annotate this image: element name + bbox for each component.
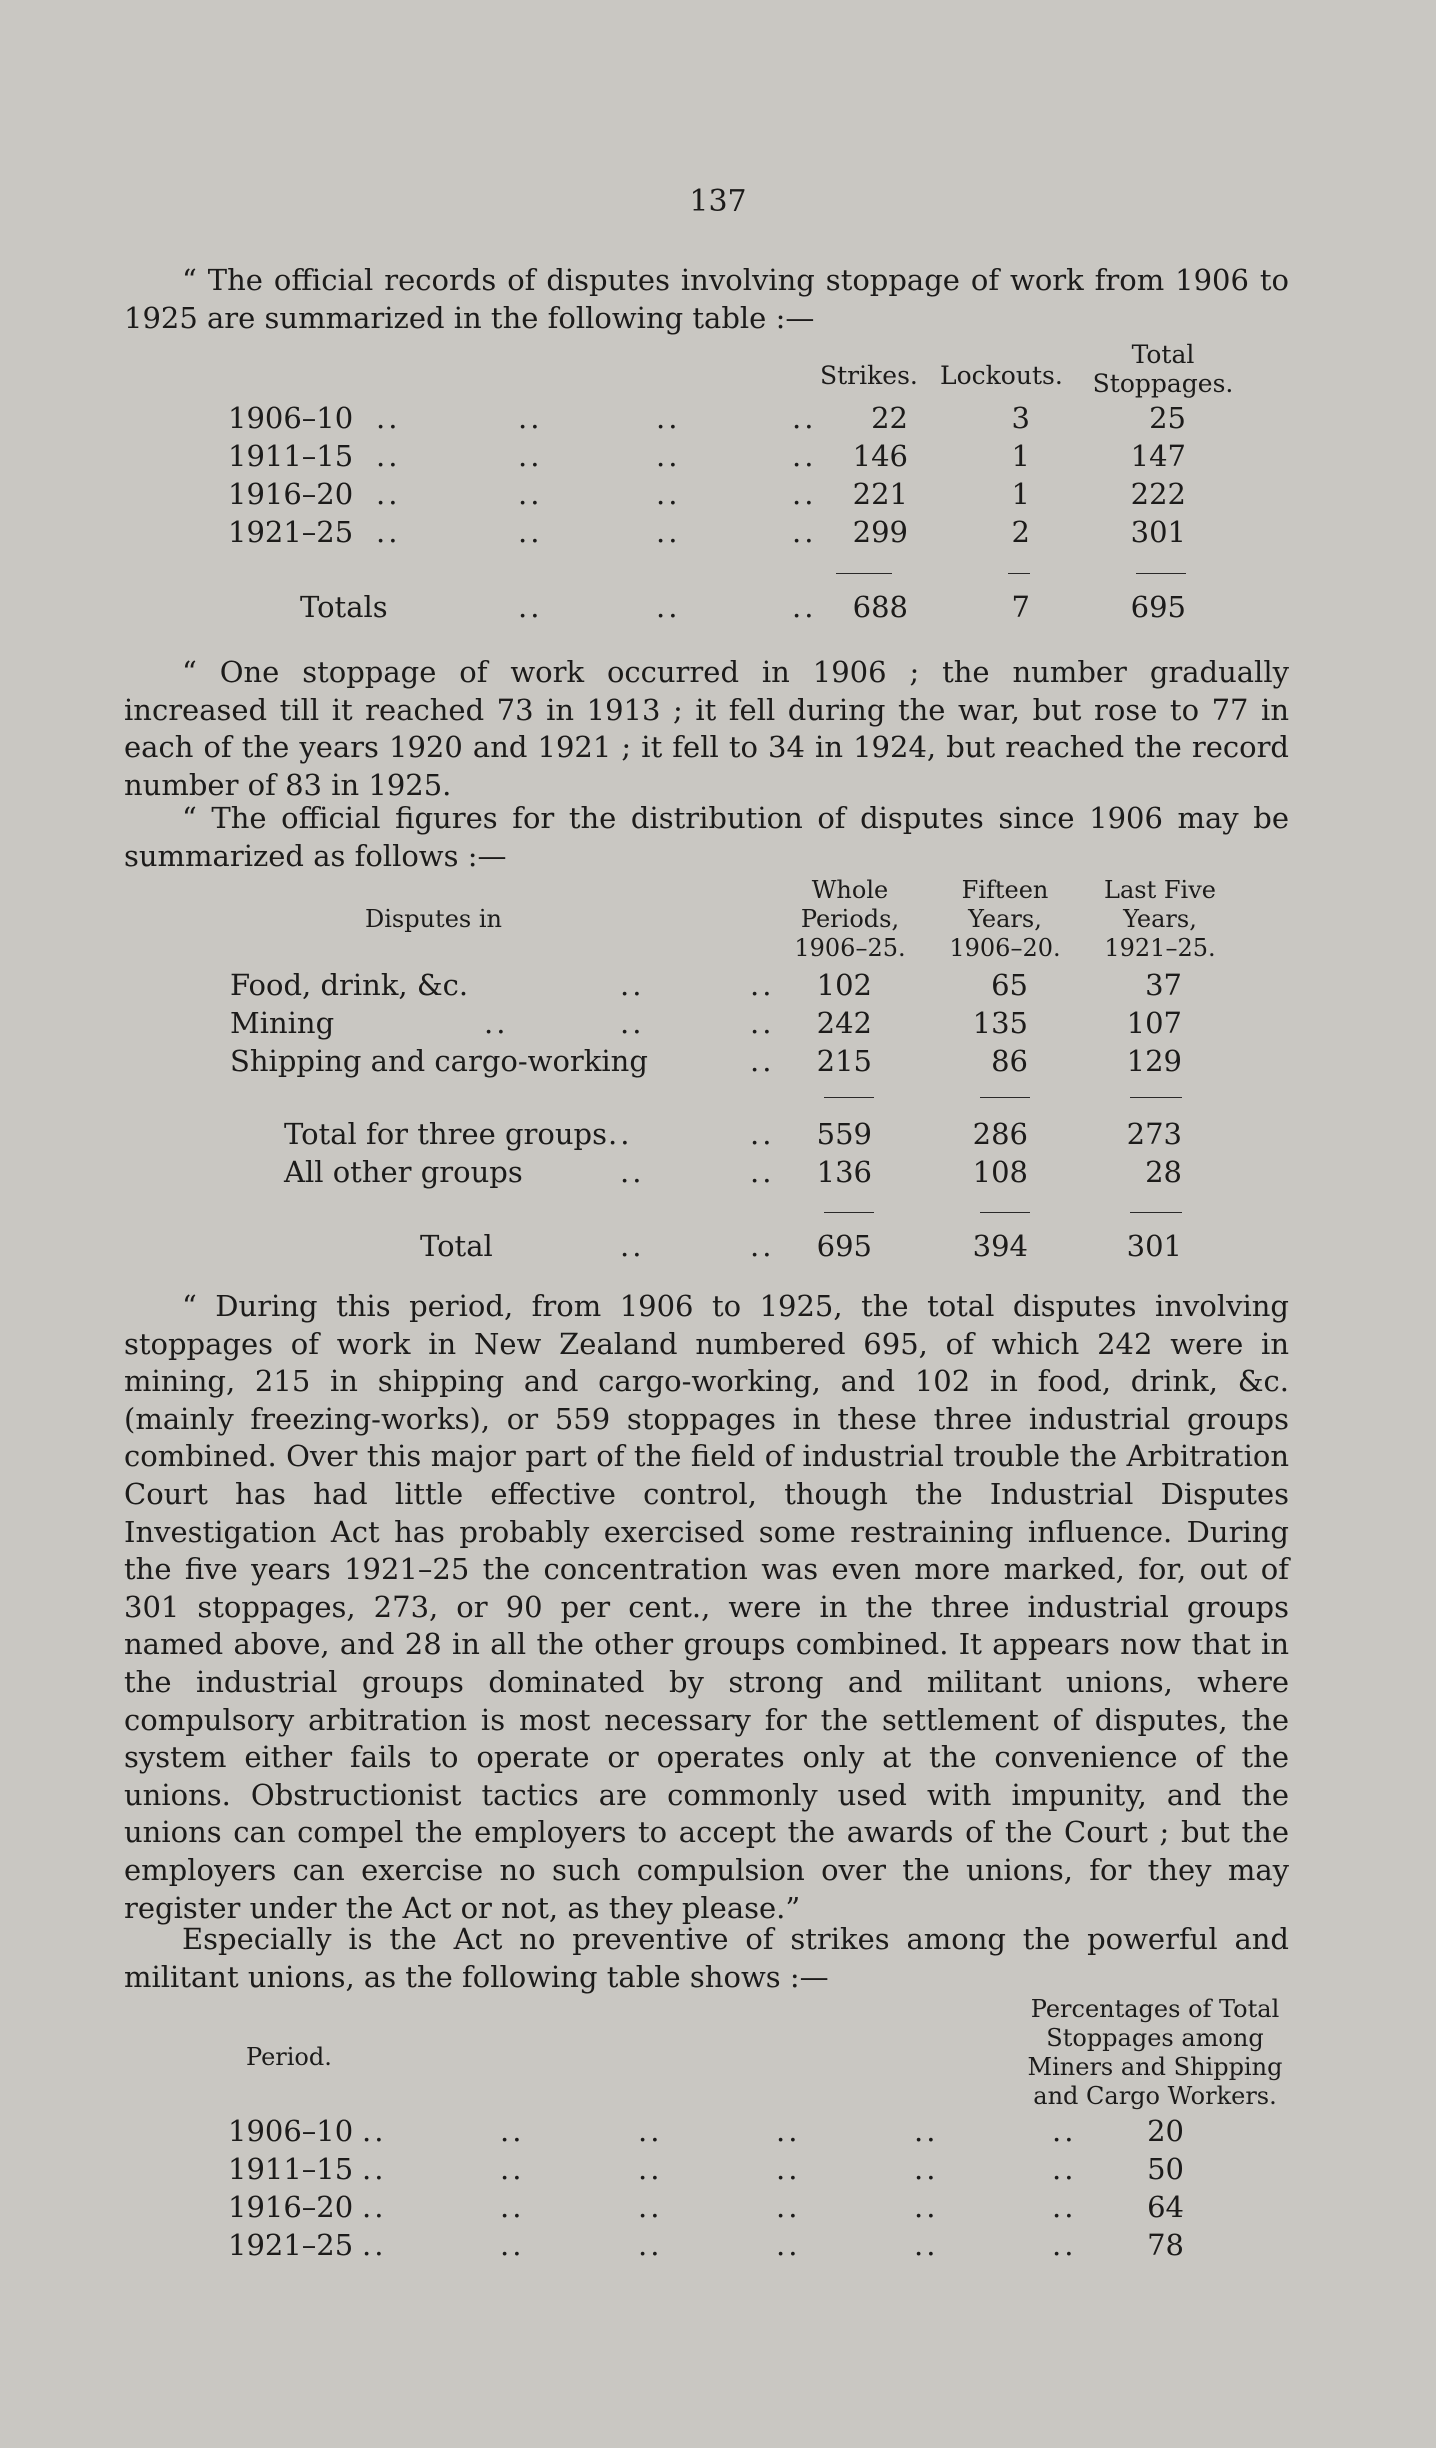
table-row — [0, 2114, 1436, 2154]
leader-dots: .. — [656, 515, 681, 549]
leader-dots: .. — [376, 439, 401, 473]
leader-dots: .. — [362, 2190, 387, 2224]
last-five-years-value: 107 — [1126, 1006, 1182, 1040]
whole-period-value: 242 — [816, 1006, 872, 1040]
percentage-value: 20 — [1147, 2114, 1184, 2148]
table-row — [0, 515, 1436, 555]
subtotal-row — [0, 1155, 1436, 1195]
strikes-value: 146 — [852, 439, 908, 473]
lockouts-value: 2 — [1011, 515, 1030, 549]
leader-dots: .. — [656, 477, 681, 511]
period-label: 1916–20 — [228, 477, 354, 511]
table-row — [0, 401, 1436, 441]
leader-dots: .. — [776, 2228, 801, 2262]
leader-dots: .. — [518, 515, 543, 549]
leader-dots: .. — [656, 439, 681, 473]
leader-dots: .. — [376, 515, 401, 549]
whole-period-value: 559 — [816, 1117, 872, 1151]
rule-lockouts — [1008, 573, 1030, 574]
rule-whole-2 — [824, 1212, 874, 1213]
grand-total-row — [0, 1229, 1436, 1269]
leader-dots: .. — [638, 2190, 663, 2224]
strikes-value: 221 — [852, 477, 908, 511]
whole-period-value: 102 — [816, 968, 872, 1002]
header-strikes: Strikes. — [820, 361, 918, 390]
leader-dots: .. — [484, 1006, 509, 1040]
leader-dots: .. — [518, 401, 543, 435]
rule-fifteen-2 — [980, 1212, 1030, 1213]
leader-dots: .. — [376, 401, 401, 435]
totals-label: Totals — [300, 590, 388, 624]
strikes-value: 299 — [852, 515, 908, 549]
totals-row — [0, 590, 1436, 630]
table-row — [0, 1044, 1436, 1084]
total-value: 25 — [1149, 401, 1186, 435]
whole-period-value: 136 — [816, 1155, 872, 1189]
leader-dots: .. — [776, 2152, 801, 2186]
leader-dots: .. — [914, 2152, 939, 2186]
leader-dots: .. — [638, 2152, 663, 2186]
rule-fifteen — [980, 1097, 1030, 1098]
period-label: 1906–10 — [228, 2114, 354, 2148]
table-row — [0, 2152, 1436, 2192]
total-value: 222 — [1130, 477, 1186, 511]
leader-dots: .. — [792, 477, 817, 511]
table-row — [0, 439, 1436, 479]
subtotal-row — [0, 1117, 1436, 1157]
leader-dots: .. — [914, 2190, 939, 2224]
period-label: 1921–25 — [228, 515, 354, 549]
table-row — [0, 2190, 1436, 2230]
percentage-value: 50 — [1147, 2152, 1184, 2186]
leader-dots: .. — [620, 1229, 645, 1263]
leader-dots: .. — [638, 2228, 663, 2262]
fifteen-years-value: 286 — [972, 1117, 1028, 1151]
leader-dots: .. — [914, 2228, 939, 2262]
header-percentages: Percentages of Total Stoppages among Miners and Shipping and Cargo Workers. — [1027, 1995, 1283, 2110]
leader-dots: .. — [500, 2114, 525, 2148]
header-period: Period. — [246, 2043, 332, 2071]
dispute-group-label: Food, drink, &c. — [230, 968, 469, 1002]
leader-dots: .. — [792, 515, 817, 549]
period-label: 1916–20 — [228, 2190, 354, 2224]
paragraph-4: “ During this period, from 1906 to 1925, the total disputes involving stoppages of work in New Zealand numbered 695, of which 242 were in mining, 215 in shipping and cargo-working, and 102 in food, drink, &c. (mainly freezing-works), or 559 stoppages in these three industrial groups combined. Over this major part of the field of industrial trouble the Arbitration Court has had little effective control, though the Industrial Disputes Investigation Act has probably exercised some restraining influence. During the five years 1921–25 the concentration was even more marked, for, out of 301 stoppages, 273, or 90 per cent., were in the three industrial groups named above, and 28 in all the other groups combined. It appears now that in the industrial groups dominated by strong and militant unions, where compulsory arbitration is most necessary for the settlement of disputes, the system either fails to operate or operates only at the convenience of the unions. Obstructionist tactics are commonly used with impunity, and the unions can compel the employers to accept the awards of the Court ; but the employers can exercise no such compulsion over the unions, for they may register under the Act or not, as they please.” — [124, 1289, 1289, 1925]
leader-dots: .. — [638, 2114, 663, 2148]
period-label: 1921–25 — [228, 2228, 354, 2262]
leader-dots: .. — [776, 2190, 801, 2224]
period-label: 1911–15 — [228, 439, 354, 473]
leader-dots: .. — [1052, 2228, 1077, 2262]
last-five-years-value: 273 — [1126, 1117, 1182, 1151]
strikes-value: 22 — [871, 401, 908, 435]
fifteen-years-value: 135 — [972, 1006, 1028, 1040]
percentage-value: 64 — [1147, 2190, 1184, 2224]
percentage-value: 78 — [1147, 2228, 1184, 2262]
leader-dots: .. — [750, 968, 775, 1002]
leader-dots: .. — [518, 477, 543, 511]
leader-dots: .. — [620, 1006, 645, 1040]
fifteen-years-value: 108 — [972, 1155, 1028, 1189]
lockouts-value: 1 — [1011, 439, 1030, 473]
subtotal-label: All other groups — [284, 1155, 523, 1189]
leader-dots: .. — [620, 968, 645, 1002]
leader-dots: .. — [750, 1117, 775, 1151]
leader-dots: .. — [750, 1155, 775, 1189]
leader-dots: .. — [792, 401, 817, 435]
rule-whole — [824, 1097, 874, 1098]
leader-dots: .. — [656, 401, 681, 435]
leader-dots: .. — [518, 590, 543, 624]
table-row — [0, 1006, 1436, 1046]
leader-dots: .. — [376, 477, 401, 511]
header-total-stoppages: Total Stoppages. — [1092, 340, 1234, 398]
leader-dots: .. — [776, 2114, 801, 2148]
leader-dots: .. — [362, 2114, 387, 2148]
rule-strikes — [836, 573, 892, 574]
page-number: 137 — [689, 184, 747, 219]
header-last-five-years: Last Five Years, 1921–25. — [1104, 876, 1216, 962]
last-five-years-value: 37 — [1145, 968, 1182, 1002]
leader-dots: .. — [500, 2190, 525, 2224]
totals-strikes: 688 — [852, 590, 908, 624]
header-disputes-in: Disputes in — [365, 905, 502, 933]
leader-dots: .. — [1052, 2190, 1077, 2224]
table-row — [0, 2228, 1436, 2268]
totals-total: 695 — [1130, 590, 1186, 624]
leader-dots: .. — [362, 2152, 387, 2186]
leader-dots: .. — [1052, 2114, 1077, 2148]
rule-five-2 — [1130, 1212, 1182, 1213]
header-whole-periods: Whole Periods, 1906–25. — [794, 876, 906, 962]
dispute-group-label: Mining — [230, 1006, 335, 1040]
fifteen-years-value: 86 — [991, 1044, 1028, 1078]
grand-total-label: Total — [420, 1229, 493, 1263]
leader-dots: .. — [620, 1155, 645, 1189]
paragraph-2: “ One stoppage of work occurred in 1906 ; the number gradually increased till it reached 73 in 1913 ; it fell during the war, but rose to 77 in each of the years 1920 and 1921 ; it fell to 34 in 1924, but reached the record number of 83 in 1925. — [124, 655, 1289, 802]
whole-period-value: 215 — [816, 1044, 872, 1078]
rule-total — [1136, 573, 1186, 574]
total-value: 301 — [1130, 515, 1186, 549]
paragraph-5: Especially is the Act no preventive of strikes among the powerful and militant unions, as the following table shows :— — [124, 1922, 1289, 1994]
leader-dots: .. — [750, 1044, 775, 1078]
leader-dots: .. — [750, 1006, 775, 1040]
paragraph-3: “ The official figures for the distribution of disputes since 1906 may be summarized as follows :— — [124, 801, 1289, 873]
leader-dots: .. — [500, 2228, 525, 2262]
period-label: 1911–15 — [228, 2152, 354, 2186]
leader-dots: .. — [500, 2152, 525, 2186]
leader-dots: .. — [914, 2114, 939, 2148]
leader-dots: .. — [750, 1229, 775, 1263]
leader-dots: .. — [608, 1117, 633, 1151]
fifteen-years-value: 65 — [991, 968, 1028, 1002]
leader-dots: .. — [518, 439, 543, 473]
dispute-group-label: Shipping and cargo-working — [230, 1044, 648, 1078]
grand-total-fifteen: 394 — [972, 1229, 1028, 1263]
period-label: 1906–10 — [228, 401, 354, 435]
header-lockouts: Lockouts. — [940, 361, 1063, 390]
rule-five — [1130, 1097, 1182, 1098]
leader-dots: .. — [362, 2228, 387, 2262]
last-five-years-value: 28 — [1145, 1155, 1182, 1189]
leader-dots: .. — [792, 439, 817, 473]
table-row — [0, 477, 1436, 517]
leader-dots: .. — [1052, 2152, 1077, 2186]
grand-total-whole: 695 — [816, 1229, 872, 1263]
header-fifteen-years: Fifteen Years, 1906–20. — [949, 876, 1061, 962]
table-row — [0, 968, 1436, 1008]
grand-total-five: 301 — [1126, 1229, 1182, 1263]
lockouts-value: 1 — [1011, 477, 1030, 511]
leader-dots: .. — [656, 590, 681, 624]
paragraph-1: “ The official records of disputes involving stoppage of work from 1906 to 1925 are summarized in the following table :— — [124, 263, 1289, 335]
last-five-years-value: 129 — [1126, 1044, 1182, 1078]
totals-lockouts: 7 — [1011, 590, 1030, 624]
subtotal-label: Total for three groups — [284, 1117, 608, 1151]
total-value: 147 — [1130, 439, 1186, 473]
lockouts-value: 3 — [1011, 401, 1030, 435]
leader-dots: .. — [792, 590, 817, 624]
